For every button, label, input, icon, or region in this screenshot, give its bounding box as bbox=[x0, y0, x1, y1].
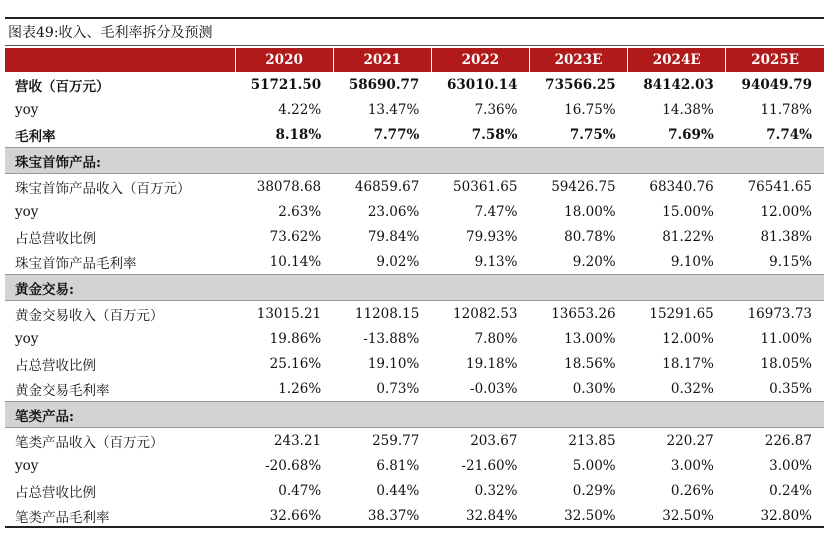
row-label: 黄金交易: bbox=[5, 275, 235, 301]
cell-value: 1.26% bbox=[278, 380, 322, 397]
cell-value: 10.14% bbox=[269, 253, 322, 270]
row-label: 珠宝首饰产品: bbox=[5, 148, 235, 174]
header-year: 2023E bbox=[529, 48, 627, 72]
cell-value bbox=[235, 402, 333, 428]
cell-value: 0.24% bbox=[769, 482, 812, 499]
row-label: 毛利率 bbox=[15, 128, 56, 145]
table-row bbox=[5, 174, 824, 200]
cell-value: 259.77 bbox=[372, 432, 420, 449]
cell-value bbox=[333, 275, 431, 301]
cell-value: 12.00% bbox=[760, 203, 812, 220]
cell-value: 32.66% bbox=[269, 507, 322, 524]
cell-value: 94049.79 bbox=[741, 76, 812, 93]
cell-value bbox=[628, 148, 726, 174]
table-row bbox=[5, 428, 824, 454]
cell-value: 79.93% bbox=[465, 228, 518, 245]
row-label: yoy bbox=[15, 101, 39, 118]
figure-caption: 图表49:收入、毛利率拆分及预测 bbox=[8, 25, 213, 41]
cell-value: 7.47% bbox=[474, 203, 518, 220]
row-label: 珠宝首饰产品毛利率 bbox=[15, 255, 137, 272]
cell-value: 84142.03 bbox=[643, 76, 714, 93]
cell-value: 81.38% bbox=[760, 228, 812, 245]
cell-value: 7.77% bbox=[373, 126, 420, 143]
table-row bbox=[5, 503, 824, 528]
cell-value: 9.02% bbox=[376, 253, 420, 270]
cell-value: 51721.50 bbox=[250, 76, 322, 93]
cell-value: 81.22% bbox=[662, 228, 714, 245]
row-label: yoy bbox=[15, 203, 39, 220]
cell-value: 7.36% bbox=[474, 101, 518, 118]
cell-value: 11208.15 bbox=[354, 305, 420, 322]
cell-value: 19.18% bbox=[465, 355, 518, 372]
table-row bbox=[5, 72, 824, 97]
cell-value: 9.20% bbox=[572, 253, 616, 270]
table-row bbox=[5, 351, 824, 376]
cell-value: 32.80% bbox=[760, 507, 812, 524]
row-label: 黄金交易毛利率 bbox=[15, 382, 110, 399]
header-year: 2022 bbox=[431, 48, 529, 72]
table-row bbox=[5, 224, 824, 249]
cell-value: 16.75% bbox=[564, 101, 616, 118]
row-label: 营收（百万元） bbox=[15, 78, 110, 95]
row-label: 占总营收比例 bbox=[15, 230, 96, 247]
cell-value: 4.22% bbox=[278, 101, 322, 118]
row-label: 笔类产品: bbox=[5, 402, 235, 428]
table-row bbox=[5, 97, 824, 122]
cell-value: 6.81% bbox=[376, 457, 420, 474]
cell-value bbox=[726, 402, 824, 428]
cell-value bbox=[529, 275, 627, 301]
cell-value: 0.29% bbox=[572, 482, 616, 499]
cell-value: 11.78% bbox=[760, 101, 812, 118]
table-row bbox=[5, 478, 824, 503]
header-year: 2025E bbox=[726, 48, 824, 72]
cell-value: -13.88% bbox=[363, 330, 420, 347]
cell-value bbox=[333, 148, 431, 174]
cell-value bbox=[431, 402, 529, 428]
cell-value bbox=[529, 402, 627, 428]
cell-value: 13653.26 bbox=[551, 305, 616, 322]
section-header-row bbox=[5, 402, 824, 428]
cell-value: 7.74% bbox=[766, 126, 812, 143]
cell-value: 11.00% bbox=[760, 330, 812, 347]
table-row bbox=[5, 249, 824, 275]
row-label: 笔类产品收入（百万元） bbox=[15, 434, 164, 451]
cell-value: 13.47% bbox=[367, 101, 420, 118]
cell-value: 73.62% bbox=[269, 228, 322, 245]
cell-value: 63010.14 bbox=[447, 76, 518, 93]
cell-value: 32.84% bbox=[465, 507, 518, 524]
cell-value: 16973.73 bbox=[747, 305, 812, 322]
cell-value: 7.75% bbox=[569, 126, 616, 143]
header-corner bbox=[5, 48, 235, 72]
row-label: yoy bbox=[15, 457, 39, 474]
cell-value: -0.03% bbox=[470, 380, 518, 397]
row-label: 占总营收比例 bbox=[15, 357, 96, 374]
table-row bbox=[5, 326, 824, 351]
cell-value bbox=[628, 402, 726, 428]
cell-value: 18.17% bbox=[662, 355, 714, 372]
cell-value: 213.85 bbox=[568, 432, 616, 449]
cell-value bbox=[431, 148, 529, 174]
caption-rule bbox=[5, 45, 824, 46]
row-label: 黄金交易收入（百万元） bbox=[15, 307, 164, 324]
cell-value: 12082.53 bbox=[453, 305, 518, 322]
cell-value: 7.58% bbox=[471, 126, 518, 143]
cell-value: 73566.25 bbox=[545, 76, 616, 93]
cell-value: 58690.77 bbox=[348, 76, 420, 93]
header-year: 2021 bbox=[333, 48, 431, 72]
cell-value: 203.67 bbox=[470, 432, 518, 449]
row-label: 占总营收比例 bbox=[15, 484, 96, 501]
cell-value: 0.35% bbox=[769, 380, 812, 397]
cell-value: 0.32% bbox=[670, 380, 714, 397]
cell-value: 12.00% bbox=[662, 330, 714, 347]
cell-value: 19.10% bbox=[367, 355, 420, 372]
table-row bbox=[5, 301, 824, 327]
cell-value: 2.63% bbox=[278, 203, 322, 220]
table-row bbox=[5, 199, 824, 224]
row-label: 珠宝首饰产品收入（百万元） bbox=[15, 180, 191, 197]
cell-value: 3.00% bbox=[769, 457, 812, 474]
cell-value: 79.84% bbox=[367, 228, 420, 245]
financial-forecast-table bbox=[5, 48, 824, 528]
cell-value: 0.26% bbox=[670, 482, 714, 499]
cell-value: 7.69% bbox=[668, 126, 714, 143]
cell-value: 32.50% bbox=[662, 507, 714, 524]
cell-value: 15291.65 bbox=[649, 305, 714, 322]
cell-value: 38.37% bbox=[367, 507, 420, 524]
section-header-row bbox=[5, 148, 824, 174]
cell-value: 18.56% bbox=[564, 355, 616, 372]
cell-value: 0.44% bbox=[376, 482, 420, 499]
table-row bbox=[5, 376, 824, 402]
cell-value: 0.73% bbox=[376, 380, 420, 397]
cell-value: 80.78% bbox=[564, 228, 616, 245]
cell-value: 13.00% bbox=[564, 330, 616, 347]
cell-value bbox=[726, 148, 824, 174]
cell-value bbox=[235, 148, 333, 174]
cell-value: 14.38% bbox=[662, 101, 714, 118]
cell-value: 9.10% bbox=[670, 253, 714, 270]
cell-value: 68340.76 bbox=[649, 178, 714, 195]
section-header-row bbox=[5, 275, 824, 301]
table-row bbox=[5, 453, 824, 478]
cell-value: 0.32% bbox=[474, 482, 518, 499]
header-row bbox=[5, 48, 824, 72]
cell-value: 226.87 bbox=[764, 432, 812, 449]
row-label: 笔类产品毛利率 bbox=[15, 509, 110, 526]
cell-value bbox=[726, 275, 824, 301]
cell-value: 3.00% bbox=[670, 457, 714, 474]
table-row bbox=[5, 122, 824, 148]
cell-value: 0.30% bbox=[572, 380, 616, 397]
cell-value: 13015.21 bbox=[256, 305, 322, 322]
cell-value: 19.86% bbox=[269, 330, 322, 347]
cell-value bbox=[333, 402, 431, 428]
cell-value: 18.05% bbox=[760, 355, 812, 372]
cell-value: 46859.67 bbox=[354, 178, 420, 195]
cell-value: 15.00% bbox=[662, 203, 714, 220]
cell-value bbox=[628, 275, 726, 301]
cell-value: 38078.68 bbox=[256, 178, 322, 195]
cell-value: -21.60% bbox=[461, 457, 518, 474]
cell-value: 7.80% bbox=[474, 330, 518, 347]
cell-value: 50361.65 bbox=[453, 178, 518, 195]
cell-value: 243.21 bbox=[273, 432, 322, 449]
cell-value: 9.13% bbox=[474, 253, 518, 270]
cell-value: 18.00% bbox=[564, 203, 616, 220]
header-year: 2020 bbox=[235, 48, 333, 72]
row-label: yoy bbox=[15, 330, 39, 347]
cell-value: 23.06% bbox=[367, 203, 420, 220]
bottom-rule bbox=[5, 526, 824, 528]
cell-value: 9.15% bbox=[769, 253, 812, 270]
cell-value: 59426.75 bbox=[551, 178, 616, 195]
top-rule bbox=[5, 17, 824, 19]
cell-value: 25.16% bbox=[269, 355, 322, 372]
cell-value: 220.27 bbox=[666, 432, 714, 449]
cell-value: 8.18% bbox=[275, 126, 322, 143]
cell-value: -20.68% bbox=[265, 457, 322, 474]
cell-value: 76541.65 bbox=[747, 178, 812, 195]
header-year: 2024E bbox=[628, 48, 726, 72]
cell-value: 5.00% bbox=[572, 457, 616, 474]
table-body bbox=[5, 72, 824, 528]
cell-value bbox=[529, 148, 627, 174]
cell-value: 32.50% bbox=[564, 507, 616, 524]
cell-value bbox=[235, 275, 333, 301]
cell-value bbox=[431, 275, 529, 301]
cell-value: 0.47% bbox=[278, 482, 322, 499]
